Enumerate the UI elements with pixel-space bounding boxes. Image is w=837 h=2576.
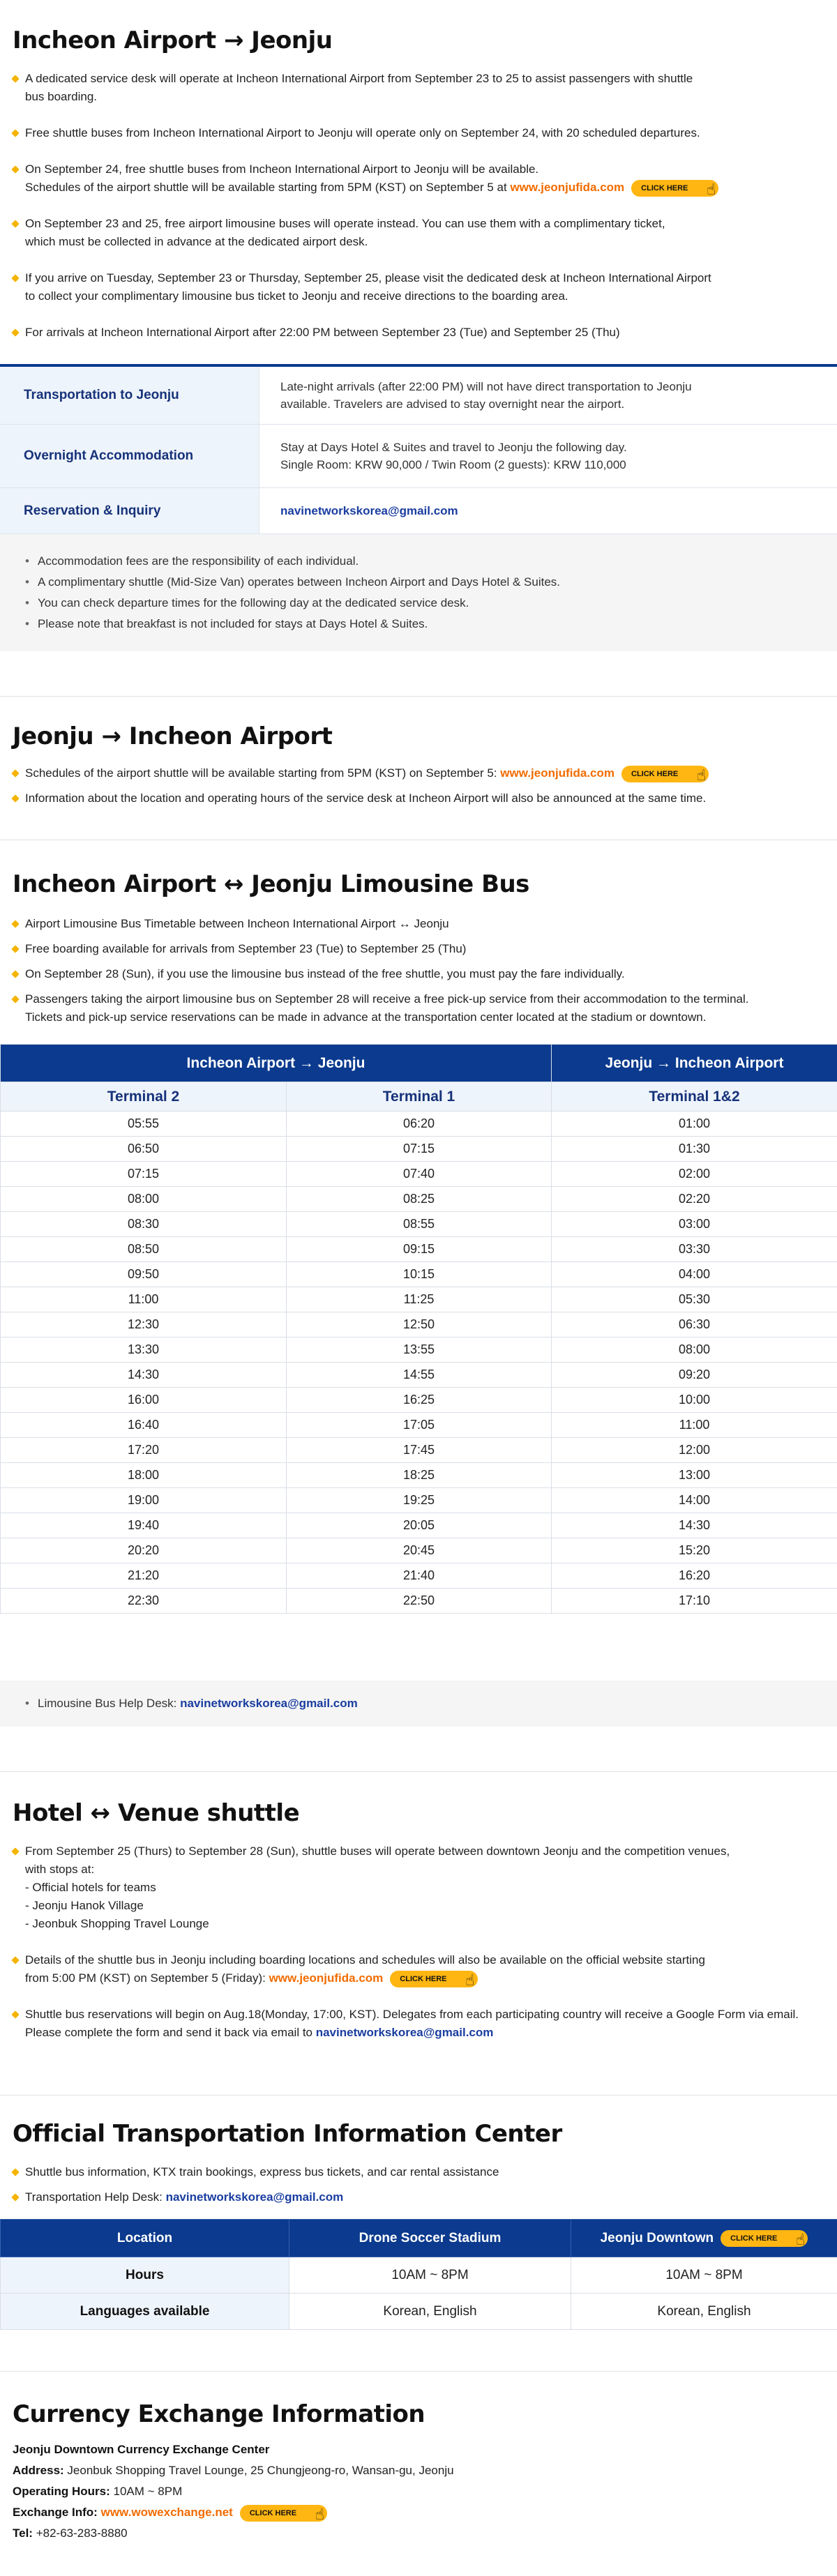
item-text: which must be collected in advance at the dedicated airport desk.	[25, 235, 368, 248]
section-transport-info-center	[0, 2120, 837, 2206]
table-row	[1, 1212, 837, 1237]
time-cell: 08:55	[287, 1212, 552, 1237]
center-name	[0, 2439, 837, 2460]
section-title: Incheon Airport → Jeonju	[13, 26, 333, 54]
button-label: CLICK HERE	[641, 183, 688, 192]
website-link[interactable]: www.jeonjufida.com	[500, 766, 614, 780]
time-cell: 13:30	[1, 1338, 287, 1363]
note-item: • You can check departure times for the following day at the dedicated service desk.	[24, 593, 813, 614]
tel-line	[0, 2523, 837, 2544]
button-label: CLICK HERE	[400, 1974, 447, 1983]
table-row	[0, 425, 837, 488]
time-cell: 11:00	[552, 1413, 837, 1438]
list-item	[13, 915, 809, 933]
header-terminal-1: Terminal 1	[287, 1082, 552, 1112]
item-text: Transportation Help Desk:	[25, 2190, 166, 2204]
exchange-info-line	[0, 2502, 837, 2523]
name-text: Jeonju Downtown Currency Exchange Center	[13, 2443, 270, 2456]
header-jeonju-downtown	[571, 2220, 837, 2257]
time-cell: 13:00	[552, 1463, 837, 1488]
table-row	[1, 2257, 837, 2294]
table-row	[0, 488, 837, 534]
value-line: Stay at Days Hotel & Suites and travel to Jeonju the following day.	[280, 441, 627, 454]
table-row	[1, 1589, 837, 1614]
time-cell: 16:20	[552, 1563, 837, 1589]
item-text: Shuttle bus reservations will begin on Aug.18(Monday, 17:00, KST). Delegates from each participating country will receive a Google Form via email.	[25, 2008, 799, 2021]
list-item	[13, 2188, 809, 2206]
time-cell: 08:50	[1, 1237, 287, 1262]
time-cell: 17:20	[1, 1438, 287, 1463]
time-cell: 12:00	[552, 1438, 837, 1463]
button-label: CLICK HERE	[249, 2508, 297, 2517]
time-cell: 14:30	[552, 1513, 837, 1538]
info-list	[0, 70, 837, 342]
time-cell: 01:30	[552, 1137, 837, 1162]
time-cell: 22:30	[1, 1589, 287, 1614]
header-terminal-2: Terminal 2	[1, 1082, 287, 1112]
section-title: Jeonju → Incheon Airport	[13, 722, 333, 750]
row-label: Languages available	[1, 2294, 289, 2330]
time-cell: 22:50	[287, 1589, 552, 1614]
list-item	[13, 269, 809, 305]
list-item	[13, 1842, 809, 1933]
item-text: Schedules of the airport shuttle will be available starting from 5PM (KST) on September 5 at	[25, 181, 511, 194]
list-item	[13, 940, 809, 958]
section-title: Incheon Airport ↔ Jeonju Limousine Bus	[13, 870, 529, 898]
time-cell: 05:30	[552, 1287, 837, 1312]
value: Jeonbuk Shopping Travel Lounge, 25 Chungjeong-ro, Wansan-gu, Jeonju	[63, 2464, 454, 2477]
table-row	[1, 1112, 837, 1137]
hand-pointer-icon: ☝	[315, 2505, 325, 2523]
time-cell: 11:00	[1, 1287, 287, 1312]
header-drone-soccer-stadium: Drone Soccer Stadium	[289, 2220, 571, 2257]
limousine-timetable	[0, 1044, 837, 1614]
time-cell: 16:40	[1, 1413, 287, 1438]
table-cell: Korean, English	[289, 2294, 571, 2330]
time-cell: 08:25	[287, 1187, 552, 1212]
website-link[interactable]: www.wowexchange.net	[100, 2506, 233, 2519]
button-label: CLICK HERE	[631, 769, 679, 778]
list-item	[13, 2163, 809, 2181]
time-cell: 08:00	[552, 1338, 837, 1363]
time-cell: 20:45	[287, 1538, 552, 1563]
section-jeonju-to-incheon	[0, 722, 837, 808]
label: Operating Hours:	[13, 2485, 110, 2498]
time-cell: 18:25	[287, 1463, 552, 1488]
timetable-body	[1, 1112, 837, 1614]
time-cell: 19:00	[1, 1488, 287, 1513]
table-row	[1, 1187, 837, 1212]
section-divider	[0, 1771, 837, 1772]
time-cell: 19:40	[1, 1513, 287, 1538]
table-row	[1, 1563, 837, 1589]
item-text: to collect your complimentary limousine bus ticket to Jeonju and receive directions to the boarding area.	[25, 289, 568, 303]
row-value	[259, 367, 837, 424]
time-cell: 12:50	[287, 1312, 552, 1338]
label: Exchange Info:	[13, 2506, 98, 2519]
time-cell: 14:55	[287, 1363, 552, 1388]
time-cell: 16:25	[287, 1388, 552, 1413]
table-row	[1, 1363, 837, 1388]
item-text: Information about the location and operating hours of the service desk at Incheon Airport will also be announced at the same time.	[25, 791, 707, 805]
header-location: Location	[1, 2220, 289, 2257]
item-text: On September 28 (Sun), if you use the limousine bus instead of the free shuttle, you must pay the fare individually.	[25, 967, 625, 980]
time-cell: 06:50	[1, 1137, 287, 1162]
header-label: Jeonju Downtown	[600, 2230, 714, 2245]
note-item: • A complimentary shuttle (Mid-Size Van) operates between Incheon Airport and Days Hotel & Suites.	[24, 572, 813, 593]
section-hotel-venue-shuttle	[0, 1799, 837, 2042]
section-title: Official Transportation Information Center	[13, 2120, 562, 2148]
value: +82-63-283-8880	[32, 2526, 128, 2540]
notes-box	[0, 534, 837, 651]
list-item	[13, 2006, 809, 2042]
table-row	[0, 367, 837, 425]
table-cell: 10AM ~ 8PM	[289, 2257, 571, 2294]
row-value	[259, 425, 837, 487]
table-row	[1, 2294, 837, 2330]
row-label: Transportation to Jeonju	[0, 367, 259, 424]
time-cell: 06:20	[287, 1112, 552, 1137]
email-link[interactable]: navinetworkskorea@gmail.com	[180, 1697, 358, 1710]
time-cell: 02:00	[552, 1162, 837, 1187]
list-item	[13, 215, 809, 251]
value: 10AM ~ 8PM	[110, 2485, 183, 2498]
info-list	[0, 1842, 837, 2042]
header-incheon-to-jeonju: Incheon Airport → Jeonju	[1, 1045, 552, 1082]
stop-item: - Jeonbuk Shopping Travel Lounge	[25, 1917, 209, 1930]
section-currency-exchange	[0, 2400, 837, 2544]
address-line	[0, 2460, 837, 2481]
limousine-help-desk	[0, 1681, 837, 1727]
list-item	[13, 70, 809, 106]
item-text: If you arrive on Tuesday, September 23 or Thursday, September 25, please visit the dedicated desk at Incheon International Airport	[25, 271, 711, 285]
time-cell: 05:55	[1, 1112, 287, 1137]
hours-line	[0, 2481, 837, 2502]
time-cell: 16:00	[1, 1388, 287, 1413]
time-cell: 09:20	[552, 1363, 837, 1388]
label: Tel:	[13, 2526, 33, 2540]
currency-details	[0, 2439, 837, 2544]
hand-pointer-icon: ☝	[795, 2230, 806, 2248]
click-here-button[interactable]	[631, 180, 718, 197]
item-text: from 5:00 PM (KST) on September 5 (Friday):	[25, 1971, 269, 1985]
item-text: A dedicated service desk will operate at Incheon International Airport from September 23 to 25 to assist passengers with shuttle bus boarding.	[25, 72, 693, 103]
time-cell: 02:20	[552, 1187, 837, 1212]
table-cell: Korean, English	[571, 2294, 837, 2330]
time-cell: 08:30	[1, 1212, 287, 1237]
click-here-button[interactable]	[390, 1971, 477, 1987]
item-text: Schedules of the airport shuttle will be available starting from 5PM (KST) on September 5:	[25, 766, 501, 780]
time-cell: 17:45	[287, 1438, 552, 1463]
time-cell: 06:30	[552, 1312, 837, 1338]
item-text: with stops at:	[25, 1863, 95, 1876]
table-row	[1, 1137, 837, 1162]
list-item	[13, 764, 809, 782]
click-here-button[interactable]	[240, 2505, 327, 2522]
email-link[interactable]: navinetworkskorea@gmail.com	[315, 2026, 494, 2039]
time-cell: 03:30	[552, 1237, 837, 1262]
time-cell: 14:00	[552, 1488, 837, 1513]
time-cell: 01:00	[552, 1112, 837, 1137]
time-cell: 15:20	[552, 1538, 837, 1563]
row-value	[259, 488, 837, 533]
time-cell: 09:15	[287, 1237, 552, 1262]
late-arrival-info-table	[0, 364, 837, 651]
item-text: Please complete the form and send it back via email to	[25, 2026, 316, 2039]
item-text: Free boarding available for arrivals from September 23 (Tue) to September 25 (Thu)	[25, 942, 467, 955]
row-label: Reservation & Inquiry	[0, 488, 259, 533]
time-cell: 04:00	[552, 1262, 837, 1287]
time-cell: 11:25	[287, 1287, 552, 1312]
website-link[interactable]: www.jeonjufida.com	[510, 181, 625, 194]
button-label: CLICK HERE	[730, 2234, 778, 2243]
value-line: Late-night arrivals (after 22:00 PM) will not have direct transportation to Jeonju	[280, 380, 692, 393]
item-text: Passengers taking the airport limousine bus on September 28 will receive a free pick-up service from their accommodation to the terminal.	[25, 992, 749, 1006]
table-row	[1, 1463, 837, 1488]
item-text: Airport Limousine Bus Timetable between Incheon International Airport ↔ Jeonju	[25, 917, 449, 930]
table-row	[1, 1438, 837, 1463]
time-cell: 14:30	[1, 1363, 287, 1388]
stop-item: - Official hotels for teams	[25, 1881, 156, 1894]
section-title: Hotel ↔ Venue shuttle	[13, 1799, 300, 1827]
item-text: Details of the shuttle bus in Jeonju including boarding locations and schedules will also be available on the official website starting	[25, 1953, 705, 1967]
time-cell: 19:25	[287, 1488, 552, 1513]
time-cell: 17:05	[287, 1413, 552, 1438]
time-cell: 21:40	[287, 1563, 552, 1589]
info-list	[0, 2163, 837, 2206]
table-row	[1, 1538, 837, 1563]
item-text: Shuttle bus information, KTX train bookings, express bus tickets, and car rental assistance	[25, 2165, 499, 2179]
list-item	[13, 990, 809, 1026]
email-link[interactable]: navinetworkskorea@gmail.com	[165, 2190, 344, 2204]
list-item	[13, 160, 809, 197]
hand-pointer-icon: ☝	[707, 180, 716, 198]
row-label: Overnight Accommodation	[0, 425, 259, 487]
section-limousine-bus	[0, 870, 837, 1026]
header-jeonju-to-incheon: Jeonju → Incheon Airport	[552, 1045, 837, 1082]
time-cell: 20:20	[1, 1538, 287, 1563]
label: Address:	[13, 2464, 64, 2477]
value-line: Single Room: KRW 90,000 / Twin Room (2 guests): KRW 110,000	[280, 458, 626, 471]
list-item	[13, 965, 809, 983]
section-divider	[0, 696, 837, 697]
time-cell: 08:00	[1, 1187, 287, 1212]
email-link[interactable]: navinetworkskorea@gmail.com	[280, 504, 458, 517]
hand-pointer-icon: ☝	[465, 1971, 475, 1989]
section-divider	[0, 2095, 837, 2096]
list-item	[13, 1951, 809, 1987]
item-text: For arrivals at Incheon International Airport after 22:00 PM between September 23 (Tue) and September 25 (Thu)	[25, 326, 620, 339]
info-center-table	[0, 2219, 837, 2330]
stop-item: - Jeonju Hanok Village	[25, 1899, 144, 1912]
table-row	[1, 1388, 837, 1413]
item-text: From September 25 (Thurs) to September 28 (Sun), shuttle buses will operate between downtown Jeonju and the competition venues,	[25, 1844, 730, 1858]
help-label: Limousine Bus Help Desk:	[38, 1697, 181, 1710]
table-cell: 10AM ~ 8PM	[571, 2257, 837, 2294]
list-item	[13, 124, 809, 142]
list-item	[13, 789, 809, 808]
section-divider	[0, 2371, 837, 2372]
table-row	[1, 1488, 837, 1513]
time-cell: 12:30	[1, 1312, 287, 1338]
time-cell: 07:15	[1, 1162, 287, 1187]
item-text: Tickets and pick-up service reservations can be made in advance at the transportation center located at the stadium or downtown.	[25, 1010, 707, 1024]
website-link[interactable]: www.jeonjufida.com	[269, 1971, 384, 1985]
time-cell: 18:00	[1, 1463, 287, 1488]
note-item: • Accommodation fees are the responsibility of each individual.	[24, 551, 813, 572]
table-row	[1, 1413, 837, 1438]
time-cell: 17:10	[552, 1589, 837, 1614]
row-label: Hours	[1, 2257, 289, 2294]
info-list	[0, 764, 837, 808]
time-cell: 07:40	[287, 1162, 552, 1187]
time-cell: 10:00	[552, 1388, 837, 1413]
header-terminal-1-2: Terminal 1&2	[552, 1082, 837, 1112]
list-item	[13, 324, 809, 342]
item-text: On September 23 and 25, free airport limousine buses will operate instead. You can use them with a complimentary ticket,	[25, 217, 665, 230]
time-cell: 20:05	[287, 1513, 552, 1538]
section-title: Currency Exchange Information	[13, 2400, 425, 2428]
table-row	[1, 1312, 837, 1338]
table-row	[1, 1237, 837, 1262]
click-here-button[interactable]	[721, 2230, 808, 2247]
item-text: Free shuttle buses from Incheon International Airport to Jeonju will operate only on September 24, with 20 scheduled departures.	[25, 126, 700, 139]
time-cell: 10:15	[287, 1262, 552, 1287]
click-here-button[interactable]	[621, 766, 709, 782]
table-row	[1, 1338, 837, 1363]
value-line: available. Travelers are advised to stay overnight near the airport.	[280, 397, 625, 411]
note-item: • Please note that breakfast is not included for stays at Days Hotel & Suites.	[24, 614, 813, 635]
time-cell: 03:00	[552, 1212, 837, 1237]
table-row	[1, 1287, 837, 1312]
time-cell: 21:20	[1, 1563, 287, 1589]
help-text: • Limousine Bus Help Desk: navinetworkskorea@gmail.com	[25, 1697, 358, 1710]
time-cell: 13:55	[287, 1338, 552, 1363]
table-row	[1, 1262, 837, 1287]
info-list	[0, 915, 837, 1026]
time-cell: 07:15	[287, 1137, 552, 1162]
time-cell: 09:50	[1, 1262, 287, 1287]
section-incheon-to-jeonju	[0, 26, 837, 342]
item-text: On September 24, free shuttle buses from Incheon International Airport to Jeonju will be available.	[25, 162, 539, 176]
table-row	[1, 1162, 837, 1187]
hand-pointer-icon: ☝	[696, 766, 707, 784]
table-row	[1, 1513, 837, 1538]
